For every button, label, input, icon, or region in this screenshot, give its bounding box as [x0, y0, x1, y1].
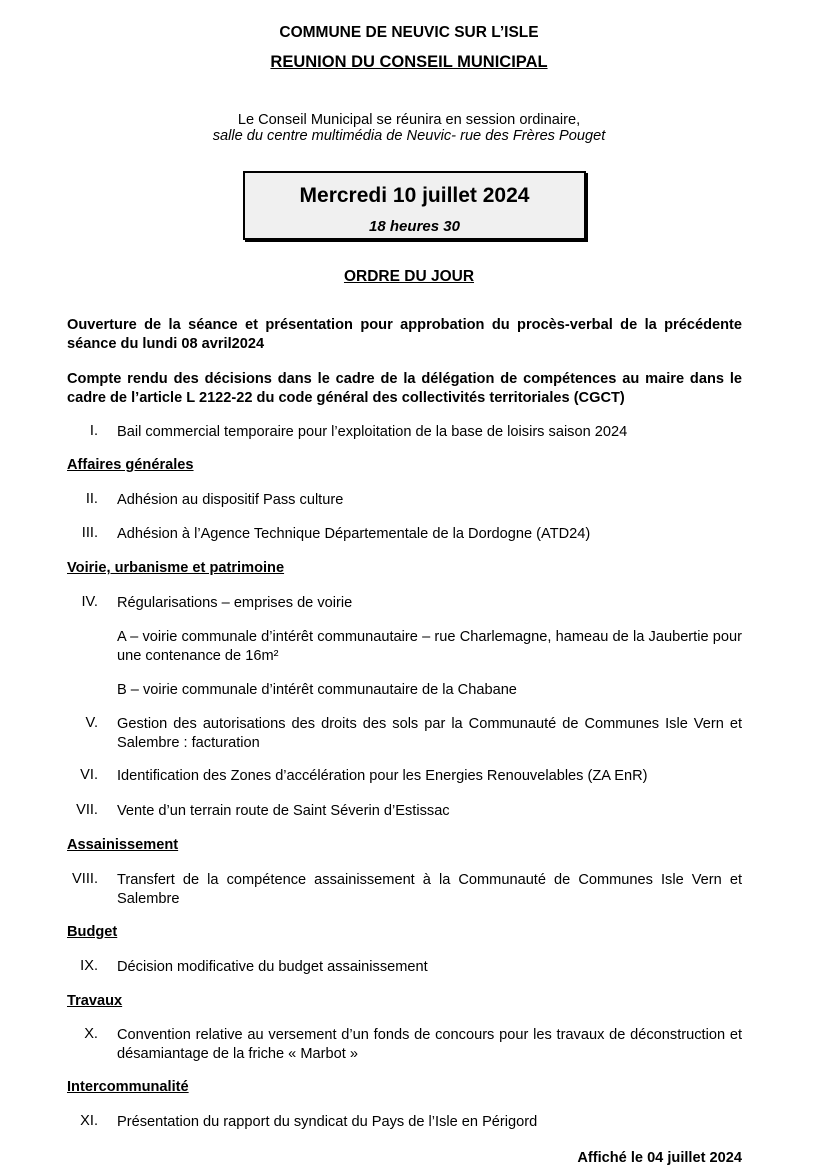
list-item — [0, 491, 818, 511]
session-line-1: Le Conseil Municipal se réunira en session ordinaire, — [237, 112, 581, 128]
section-heading-budget: Budget — [67, 924, 118, 940]
item-number: X. — [84, 1026, 98, 1042]
list-item — [0, 958, 818, 978]
section-heading-intercommunalite: Intercommunalité — [67, 1079, 189, 1095]
list-item — [0, 767, 818, 787]
list-item — [0, 525, 818, 545]
organization-title: COMMUNE DE NEUVIC SUR L’ISLE — [279, 24, 539, 41]
item-text: Adhésion à l’Agence Technique Départementale de la Dordogne (ATD24) — [117, 526, 591, 542]
item-number: VII. — [76, 802, 98, 818]
list-item — [0, 871, 818, 911]
item-text: Présentation du rapport du syndicat du Pays de l’Isle en Périgord — [117, 1114, 538, 1130]
meeting-date: Mercredi 10 juillet 2024 — [299, 184, 530, 207]
item-text: Adhésion au dispositif Pass culture — [117, 492, 344, 508]
item-text: Régularisations – emprises de voirie — [117, 595, 353, 611]
section-heading-voirie: Voirie, urbanisme et patrimoine — [67, 560, 285, 576]
section-heading-affaires: Affaires générales — [67, 457, 194, 473]
item-text: Identification des Zones d’accélération pour les Energies Renouvelables (ZA EnR) — [117, 768, 648, 784]
list-item — [0, 1026, 818, 1066]
item-number: IV. — [81, 594, 98, 610]
subitem-text: B – voirie communale d’intérêt communautaire de la Chabane — [117, 682, 517, 698]
subitem-text: A – voirie communale d’intérêt communautaire – rue Charlemagne, hameau de la Jaubertie pour une contenance de 16m² — [117, 629, 742, 664]
agenda-title: ORDRE DU JOUR — [343, 268, 475, 285]
session-line-2: salle du centre multimédia de Neuvic- rue des Frères Pouget — [212, 128, 606, 144]
item-number: V. — [85, 715, 98, 731]
item-number: II. — [85, 491, 98, 507]
item-text: Gestion des autorisations des droits des sols par la Communauté de Communes Isle Vern et Salembre : facturation — [117, 716, 742, 751]
item-text: Vente d’un terrain route de Saint Séverin d’Estissac — [117, 803, 450, 819]
item-text: Transfert de la compétence assainissement à la Communauté de Communes Isle Vern et Salembre — [117, 872, 742, 907]
list-item — [0, 1113, 818, 1133]
intro-paragraph: Ouverture de la séance et présentation pour approbation du procès-verbal de la précédente séance du lundi 08 avril2024 — [67, 317, 742, 352]
list-item — [0, 715, 818, 755]
list-subitem — [0, 628, 818, 668]
section-heading-travaux: Travaux — [67, 993, 123, 1009]
list-item — [0, 594, 818, 614]
item-number: VIII. — [72, 871, 98, 887]
date-box — [243, 171, 586, 240]
list-item — [0, 802, 818, 822]
item-number: IX. — [80, 958, 98, 974]
item-number: VI. — [80, 767, 98, 783]
list-item — [0, 423, 818, 443]
section-heading-assainissement: Assainissement — [67, 837, 179, 853]
posting-date: Affiché le 04 juillet 2024 — [577, 1150, 742, 1166]
intro-paragraph: Compte rendu des décisions dans le cadre de la délégation de compétences au maire dans le cadre de l’article L 2122-22 du code général des collectivités territoriales (CGCT) — [67, 371, 742, 406]
item-text: Décision modificative du budget assainissement — [117, 959, 428, 975]
item-number: XI. — [80, 1113, 98, 1129]
list-subitem — [0, 681, 818, 701]
meeting-title: REUNION DU CONSEIL MUNICIPAL — [270, 53, 548, 71]
item-text: Bail commercial temporaire pour l’exploitation de la base de loisirs saison 2024 — [117, 424, 628, 440]
item-number: III. — [81, 525, 98, 541]
meeting-time: 18 heures 30 — [369, 218, 460, 235]
item-text: Convention relative au versement d’un fonds de concours pour les travaux de déconstruction et désamiantage de la friche « Marbot » — [117, 1027, 742, 1062]
item-number: I. — [89, 423, 98, 439]
